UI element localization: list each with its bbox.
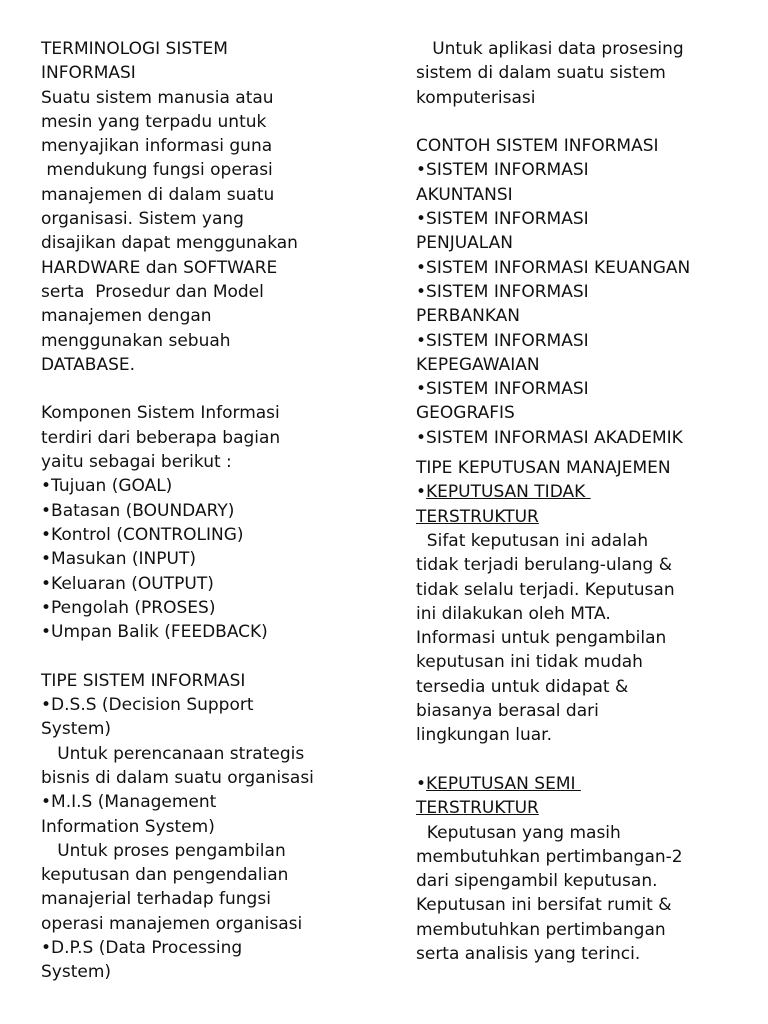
text-line: Untuk aplikasi data prosesing <box>416 39 684 59</box>
left-column <box>41 37 376 985</box>
text-line: Keputusan ini bersifat rumit & <box>416 895 672 916</box>
text-line: membutuhkan pertimbangan-2 <box>416 846 683 867</box>
types-list <box>41 693 376 985</box>
text-line: System) <box>41 962 112 983</box>
text-line: manajerial terhadap fungsi <box>41 889 271 910</box>
title-text: KEPUTUSAN SEMI <box>426 773 581 794</box>
text-line: terdiri dari beberapa bagian <box>41 427 281 448</box>
definition-heading <box>41 37 376 86</box>
components-list <box>41 474 376 644</box>
list-item: PENJUALAN <box>416 233 514 254</box>
list-item: •SISTEM INFORMASI <box>416 209 589 230</box>
text-line: Informasi untuk pengambilan <box>416 628 667 649</box>
text-line: tidak terjadi berulang-ulang & <box>416 555 673 576</box>
decision-heading: TIPE KEPUTUSAN MANAJEMEN <box>416 458 671 479</box>
text-line: bisnis di dalam suatu organisasi <box>41 767 314 788</box>
text-line: manajemen dengan <box>41 306 212 327</box>
title-text: KEPUTUSAN TIDAK <box>426 482 591 503</box>
list-item: •SISTEM INFORMASI AKADEMIK <box>416 427 683 448</box>
list-item: •Tujuan (GOAL) <box>41 476 173 497</box>
text-line: biasanya berasal dari <box>416 701 599 722</box>
dps-continuation <box>416 37 761 110</box>
spacer <box>416 110 761 134</box>
heading-line: TERMINOLOGI SISTEM <box>41 39 228 59</box>
text-line: ini dilakukan oleh MTA. <box>416 603 611 624</box>
text-line: menggunakan sebuah <box>41 330 231 351</box>
text-line: operasi manajemen organisasi <box>41 913 303 934</box>
list-item: AKUNTANSI <box>416 184 513 205</box>
subsection-title <box>416 480 761 504</box>
text-line: manajemen di dalam suatu <box>41 184 275 205</box>
spacer <box>41 377 376 401</box>
text-line: yaitu sebagai berikut : <box>41 452 232 473</box>
title-text: TERSTRUKTUR <box>416 506 539 527</box>
list-item: •SISTEM INFORMASI <box>416 379 589 400</box>
unstructured-decision <box>416 480 761 747</box>
text-line: serta analisis yang terinci. <box>416 943 641 964</box>
components-intro <box>41 401 376 474</box>
text-line: Sifat keputusan ini adalah <box>416 530 649 551</box>
text-line: komputerisasi <box>416 87 536 108</box>
list-item: •Kontrol (CONTROLING) <box>41 524 244 545</box>
text-line: •M.I.S (Management <box>41 792 217 813</box>
text-line: HARDWARE dan SOFTWARE <box>41 257 278 278</box>
text-line: Suatu sistem manusia atau <box>41 87 274 108</box>
spacer <box>41 644 376 668</box>
right-column <box>416 37 761 966</box>
text-line: Keputusan yang masih <box>416 822 621 843</box>
text-line: Untuk proses pengambilan <box>41 840 286 861</box>
text-line: keputusan ini tidak mudah <box>416 652 643 673</box>
text-line: mesin yang terpadu untuk <box>41 111 267 132</box>
text-line: Untuk perencanaan strategis <box>41 743 305 764</box>
title-text: TERSTRUKTUR <box>416 798 539 819</box>
text-line: membutuhkan pertimbangan <box>416 919 666 940</box>
bullet: • <box>416 482 427 503</box>
subsection-title <box>416 772 761 796</box>
list-item: KEPEGAWAIAN <box>416 354 540 375</box>
text-line: •D.P.S (Data Processing <box>41 937 243 958</box>
bullet: • <box>416 773 427 794</box>
text-line: menyajikan informasi guna <box>41 136 273 157</box>
text-line: Information System) <box>41 816 215 837</box>
text-line: Komponen Sistem Informasi <box>41 403 280 424</box>
list-item: •Pengolah (PROSES) <box>41 597 216 618</box>
list-item: •Masukan (INPUT) <box>41 549 196 570</box>
examples-heading: CONTOH SISTEM INFORMASI <box>416 136 659 157</box>
list-item: GEOGRAFIS <box>416 403 515 424</box>
text-line: tidak selalu terjadi. Keputusan <box>416 579 675 600</box>
list-item: •SISTEM INFORMASI KEUANGAN <box>416 257 691 278</box>
list-item: •SISTEM INFORMASI <box>416 330 589 351</box>
semi-structured-decision <box>416 772 761 966</box>
subsection-title <box>416 796 761 820</box>
text-line: serta Prosedur dan Model <box>41 281 264 302</box>
text-line: System) <box>41 719 112 740</box>
text-line: keputusan dan pengendalian <box>41 865 289 886</box>
list-item: PERBANKAN <box>416 306 521 327</box>
list-item: •Umpan Balik (FEEDBACK) <box>41 622 268 643</box>
list-item: •Keluaran (OUTPUT) <box>41 573 214 594</box>
text-line: •D.S.S (Decision Support <box>41 695 254 716</box>
examples-list <box>416 158 761 450</box>
list-item: •SISTEM INFORMASI <box>416 160 589 181</box>
heading-line: INFORMASI <box>41 63 136 84</box>
list-item: •SISTEM INFORMASI <box>416 281 589 302</box>
text-line: mendukung fungsi operasi <box>41 160 273 181</box>
text-line: lingkungan luar. <box>416 725 553 746</box>
text-line: organisasi. Sistem yang <box>41 209 244 230</box>
text-line: disajikan dapat menggunakan <box>41 233 298 254</box>
definition-paragraph <box>41 86 376 378</box>
list-item: •Batasan (BOUNDARY) <box>41 500 235 521</box>
text-line: tersedia untuk didapat & <box>416 676 629 697</box>
text-line: DATABASE. <box>41 354 136 375</box>
types-heading: TIPE SISTEM INFORMASI <box>41 670 246 691</box>
text-line: sistem di dalam suatu sistem <box>416 63 666 84</box>
text-line: dari sipengambil keputusan. <box>416 871 658 892</box>
spacer <box>416 748 761 772</box>
subsection-title <box>416 505 761 529</box>
